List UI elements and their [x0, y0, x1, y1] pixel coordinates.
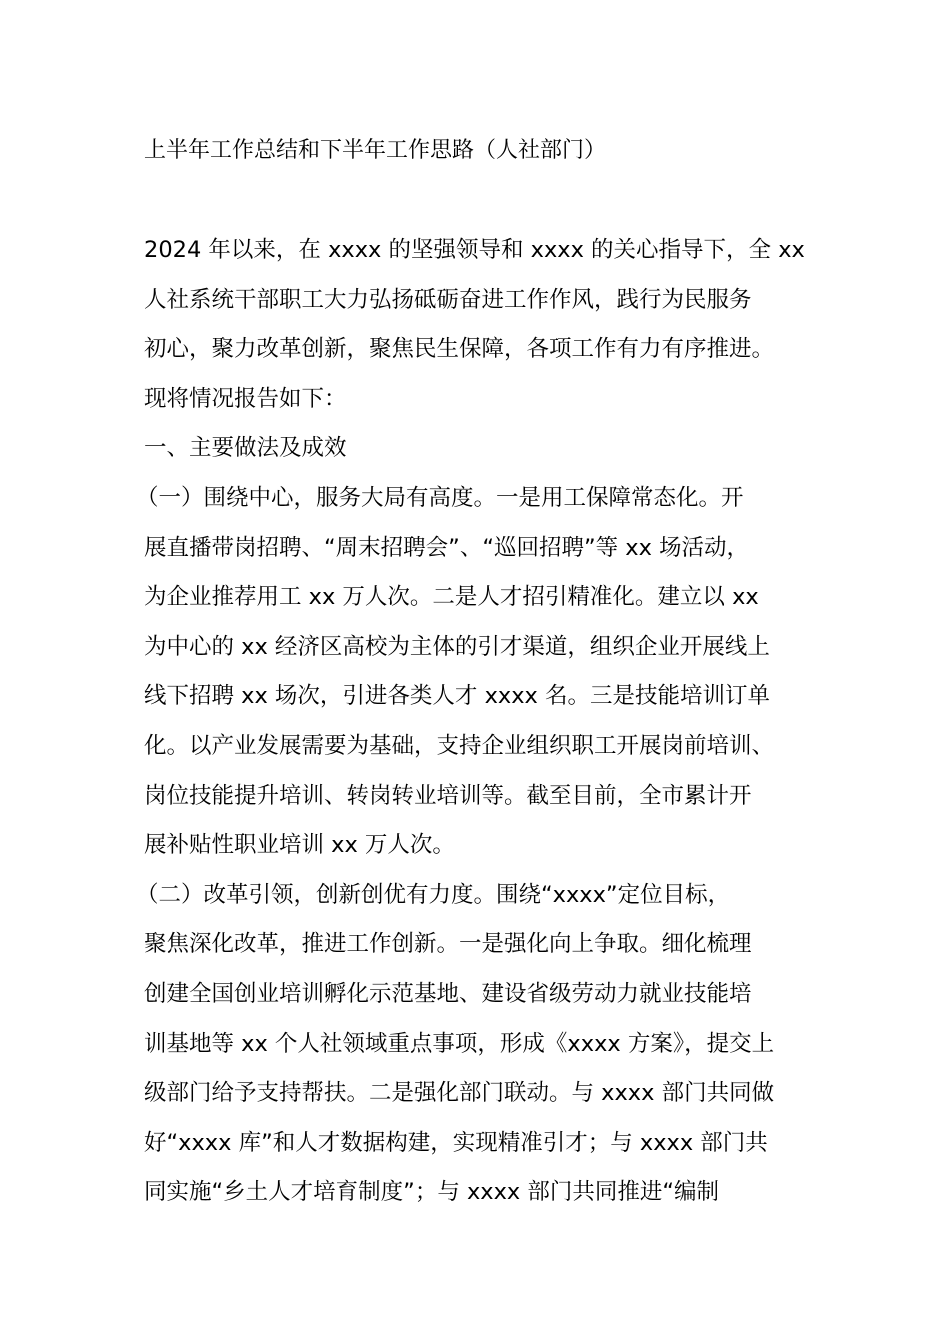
body-line: 为中心的 xx 经济区高校为主体的引才渠道，组织企业开展线上 — [144, 633, 770, 660]
body-line: 现将情况报告如下： — [144, 385, 347, 412]
body-line: 初心，聚力改革创新，聚焦民生保障，各项工作有力有序推进。 — [144, 336, 775, 363]
body-line: 线下招聘 xx 场次，引进各类人才 xxxx 名。三是技能培训订单 — [144, 683, 771, 710]
body-line: 人社系统干部职工大力弘扬砥砺奋进工作作风，践行为民服务 — [144, 286, 752, 313]
body-line: 化。以产业发展需要为基础，支持企业组织职工开展岗前培训、 — [144, 733, 775, 759]
body-line: 聚焦深化改革，推进工作创新。一是强化向上争取。细化梳理 — [144, 931, 752, 958]
body-line: 级部门给予支持帮扶。二是强化部门联动。与 xxxx 部门共同做 — [144, 1080, 775, 1107]
body-line: 好“xxxx 库”和人才数据构建，实现精准引才；与 xxxx 部门共 — [144, 1129, 768, 1156]
body-line: 创建全国创业培训孵化示范基地、建设省级劳动力就业技能培 — [144, 981, 752, 1007]
document-title: 上半年工作总结和下半年工作思路（人社部门） — [144, 138, 607, 163]
body-line: 岗位技能提升培训、转岗转业培训等。截至目前，全市累计开 — [144, 782, 752, 809]
body-line: 为企业推荐用工 xx 万人次。二是人才招引精准化。建立以 xx — [144, 584, 759, 611]
body-line: 2024 年以来，在 xxxx 的坚强领导和 xxxx 的关心指导下，全 xx — [144, 237, 805, 263]
body-line: 同实施“乡土人才培育制度”；与 xxxx 部门共同推进“编制 — [144, 1179, 720, 1206]
body-line: 训基地等 xx 个人社领域重点事项，形成《xxxx 方案》，提交上 — [144, 1030, 775, 1057]
body-line: （一）围绕中心，服务大局有高度。一是用工保障常态化。开 — [136, 485, 744, 511]
body-line: 展补贴性职业培训 xx 万人次。 — [144, 832, 455, 859]
body-line: 展直播带岗招聘、“周末招聘会”、“巡回招聘”等 xx 场活动， — [144, 534, 750, 561]
body-line: 一、主要做法及成效 — [144, 435, 347, 462]
body-line: （二）改革引领，创新创优有力度。围绕“xxxx”定位目标， — [136, 881, 731, 908]
